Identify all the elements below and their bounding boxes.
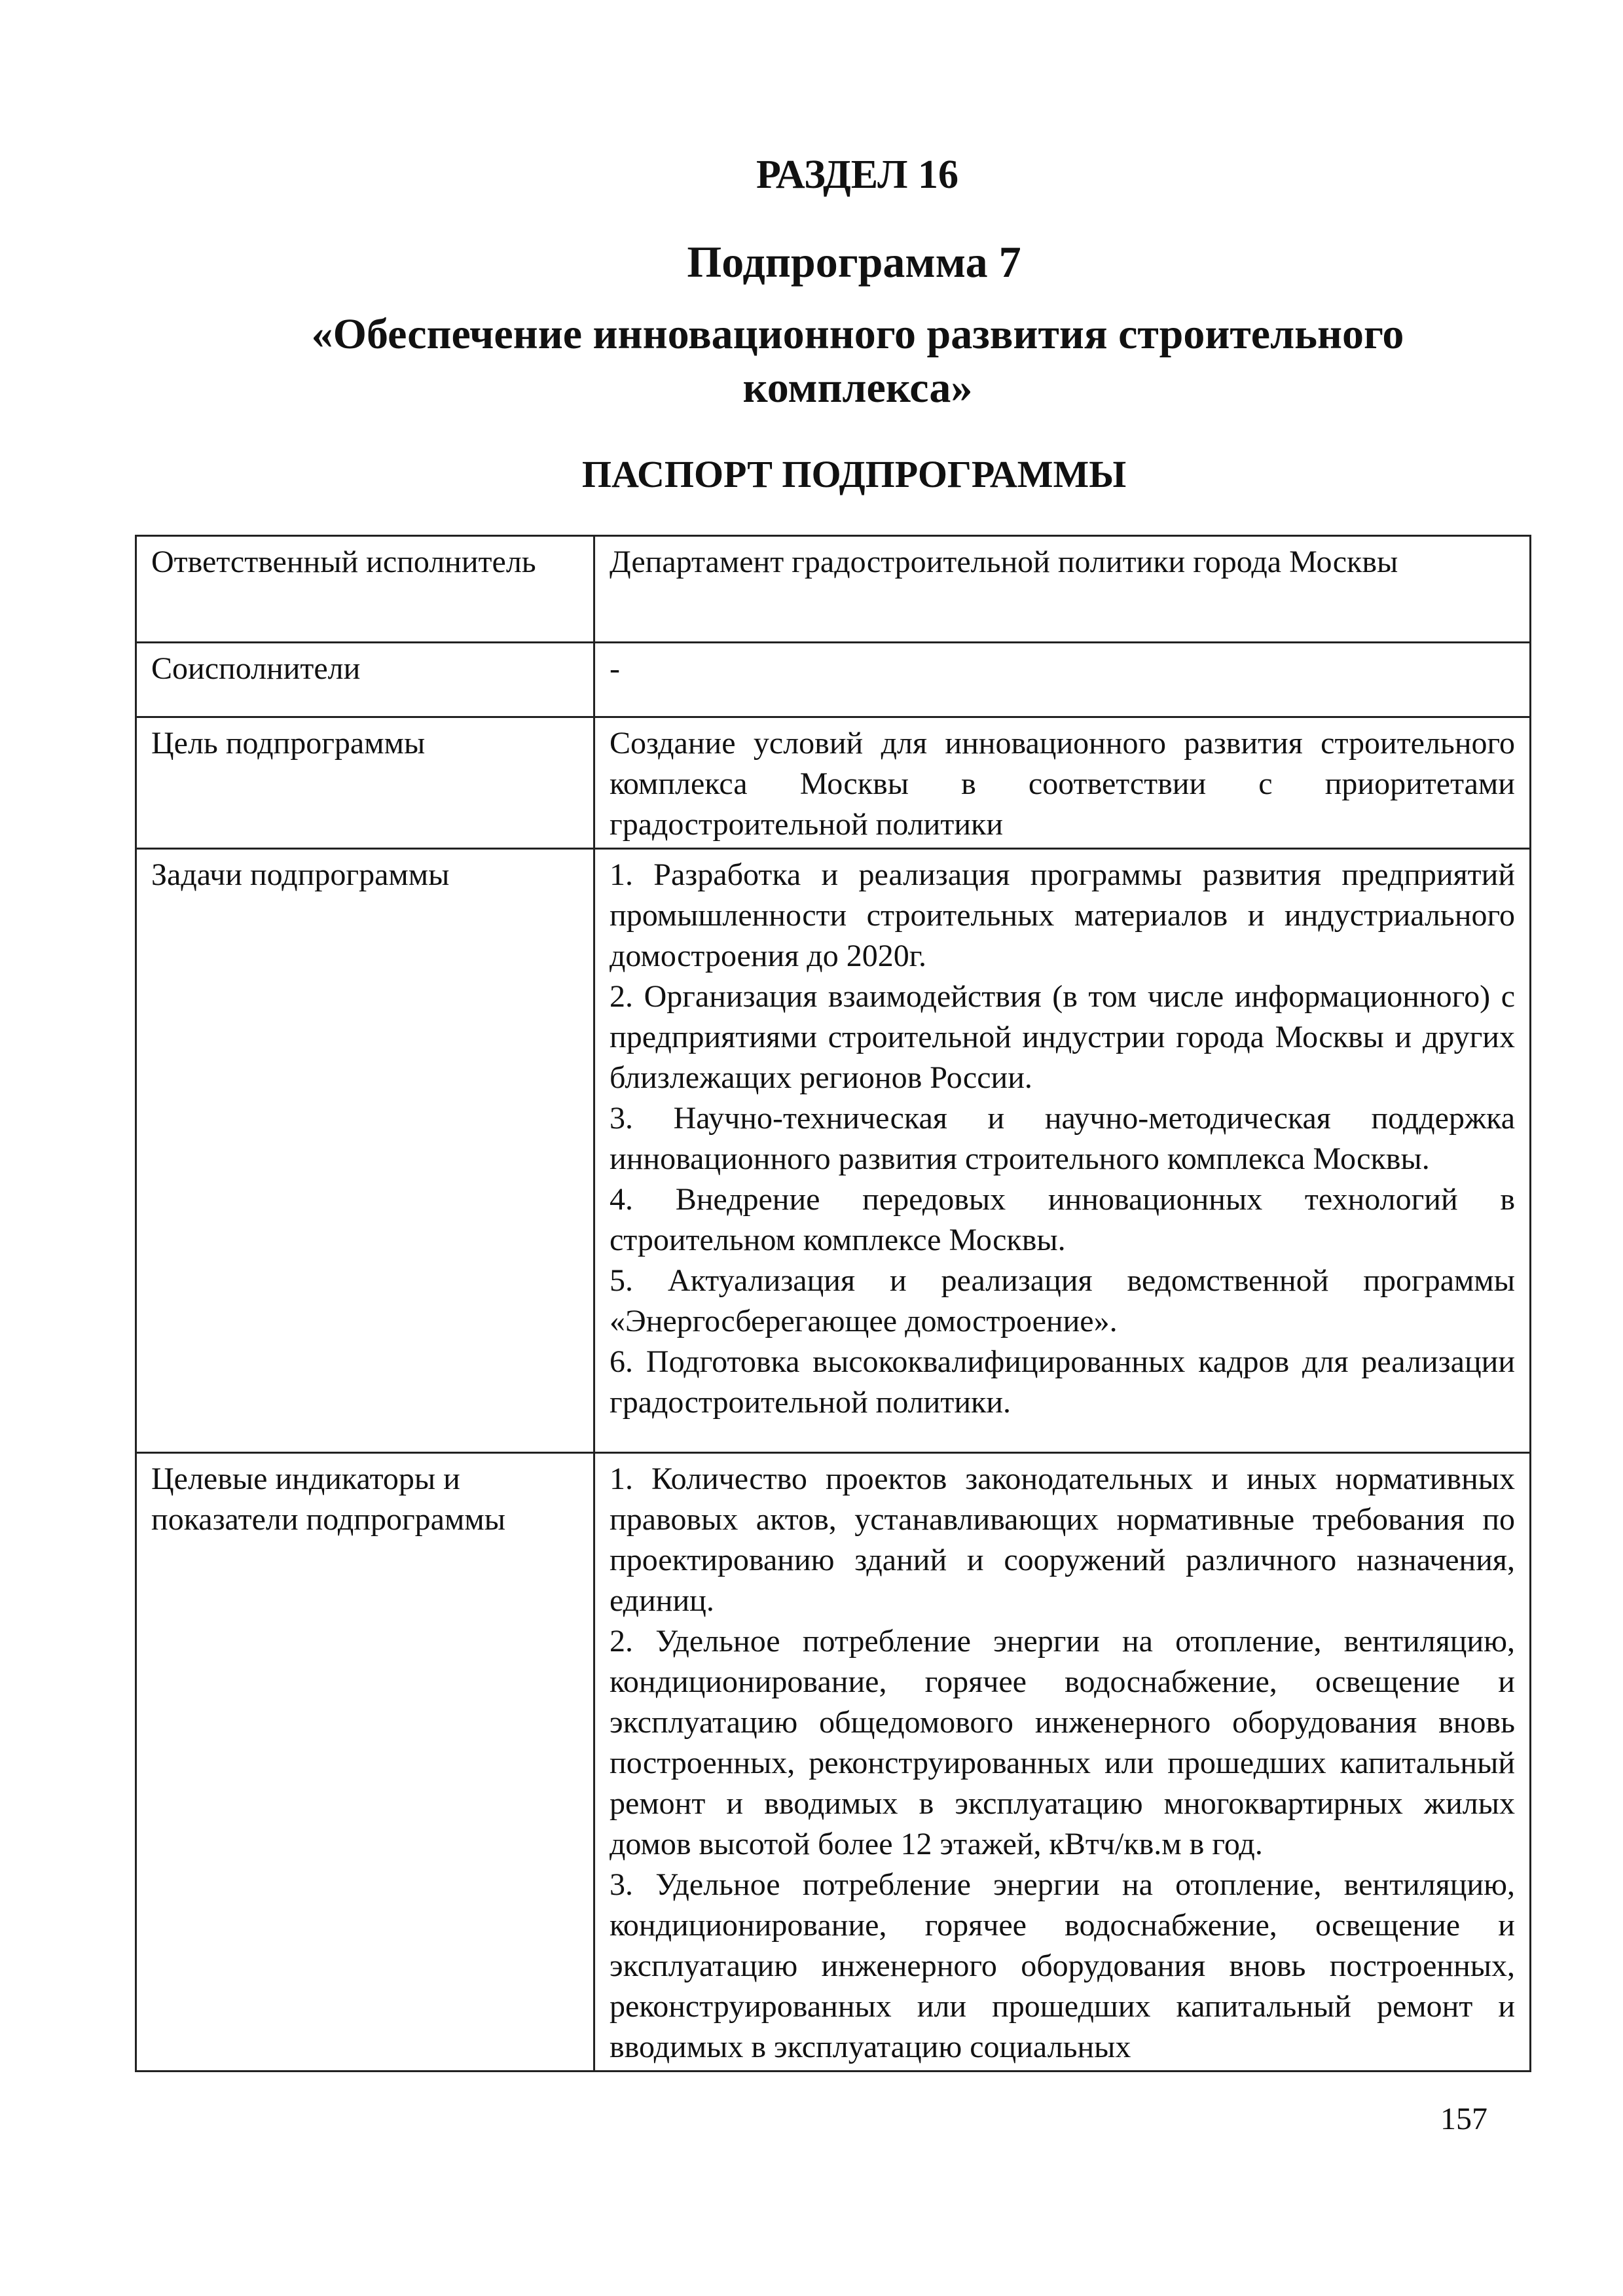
- value-text: -: [610, 651, 620, 686]
- list-item: 3. Удельное потребление энергии на отопление, вентиляцию, кондиционирование, горячее водоснабжение, освещение и эксплуатацию инженерного оборудования вновь построенных, реконструированных или прошедших капитальный ремонт и вводимых в эксплуатацию социальных: [610, 1867, 1515, 2064]
- subprogram-title: Подпрограмма 7: [687, 237, 1021, 287]
- table-row: [136, 849, 1531, 1453]
- row-value: [594, 849, 1531, 1453]
- list-item: 1. Разработка и реализация программы развития предприятий промышленности строительных материалов и индустриального домостроения до 2020г.: [610, 857, 1515, 973]
- row-label: Целевые индикаторы и показатели подпрограммы: [136, 1453, 594, 2072]
- section-title: РАЗДЕЛ 16: [756, 152, 958, 197]
- list-item: 3. Научно-техническая и научно-методическая поддержка инновационного развития строительного комплекса Москвы.: [610, 1101, 1515, 1176]
- table-row: [136, 1453, 1531, 2072]
- value-text: Создание условий для инновационного развития строительного комплекса Москвы в соответствии с приоритетами градостроительной политики: [610, 726, 1515, 842]
- row-label: Задачи подпрограммы: [136, 849, 594, 1453]
- table-row: [136, 643, 1531, 717]
- table-row: [136, 717, 1531, 849]
- row-value: [594, 536, 1531, 643]
- page-number: 157: [1440, 2102, 1487, 2136]
- row-value: [594, 1453, 1531, 2072]
- row-label: Соисполнители: [136, 643, 594, 717]
- list-item: 2. Организация взаимодействия (в том числе информационного) с предприятиями строительной индустрии города Москвы и других близлежащих регионов России.: [610, 979, 1515, 1095]
- table-row: [136, 536, 1531, 643]
- row-value: [594, 643, 1531, 717]
- list-item: 5. Актуализация и реализация ведомственной программы «Энергосберегающее домостроение».: [610, 1263, 1515, 1338]
- value-text: Департамент градостроительной политики города Москвы: [610, 545, 1398, 579]
- passport-title: ПАСПОРТ ПОДПРОГРАММЫ: [581, 453, 1127, 495]
- row-label: Ответственный исполнитель: [136, 536, 594, 643]
- list-item: 2. Удельное потребление энергии на отопление, вентиляцию, кондиционирование, горячее водоснабжение, освещение и эксплуатацию общедомового инженерного оборудования вновь построенных, реконструированных или прошедших капитальный ремонт и вводимых в эксплуатацию многоквартирных жилых домов высотой более 12 этажей, кВтч/кв.м в год.: [610, 1624, 1515, 1861]
- passport-table: [135, 535, 1531, 2072]
- list-item: 4. Внедрение передовых инновационных технологий в строительном комплексе Москвы.: [610, 1182, 1515, 1257]
- row-label: Цель подпрограммы: [136, 717, 594, 849]
- subprogram-name: «Обеспечение инновационного развития строительного комплекса»: [311, 310, 1404, 412]
- list-item: 1. Количество проектов законодательных и иных нормативных правовых актов, устанавливающих нормативные требования по проектированию зданий и сооружений различного назначения, единиц.: [610, 1462, 1515, 1618]
- list-item: 6. Подготовка высококвалифицированных кадров для реализации градостроительной политики.: [610, 1344, 1515, 1420]
- row-value: [594, 717, 1531, 849]
